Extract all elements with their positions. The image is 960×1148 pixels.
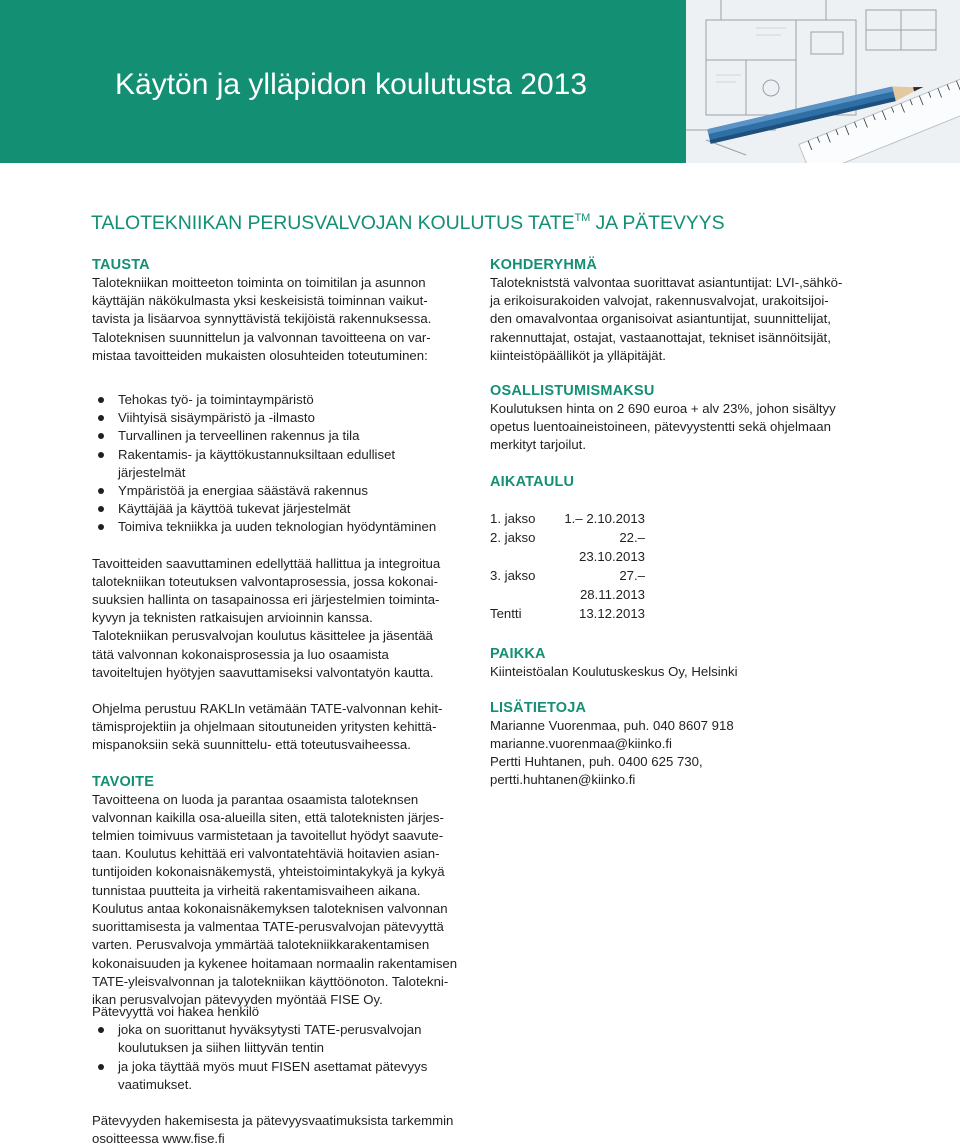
- list-item: Toimiva tekniikka ja uuden teknologian hyödyntäminen: [92, 518, 472, 536]
- patevyys-intro: Pätevyyttä voi hakea henkilö: [92, 1004, 260, 1019]
- main-title-text: TALOTEKNIIKAN PERUSVALVOJAN KOULUTUS TATE: [91, 212, 575, 234]
- text-line: tätä valvonnan kokonaisprosessia ja luo osaamista: [92, 646, 389, 662]
- text-line: mistaa tavoitteiden mukaisten olosuhteiden toteutuminen:: [92, 347, 428, 363]
- schedule-date: 13.12.2013: [578, 605, 645, 621]
- list-item: ja joka täyttää myös muut FISEN asettamat pätevyys vaatimukset.: [92, 1058, 452, 1094]
- text-line: Pätevyyden hakemisesta ja pätevyysvaatimuksista tarkemmin: [92, 1113, 454, 1129]
- tavoite-heading: TAVOITE: [92, 773, 155, 790]
- schedule-label: 1. jakso: [490, 510, 536, 526]
- blueprint-pencil-photo: [686, 0, 960, 163]
- table-row: [490, 528, 645, 566]
- text-line: tavista ja lisäarvoa synnyttävistä tekijöistä rakennuksessa.: [92, 311, 432, 327]
- table-row: [490, 604, 645, 623]
- contact-line: Pertti Huhtanen, puh. 0400 625 730,: [490, 754, 703, 770]
- text-line: rakennuttajat, ostajat, vastaanottajat, tekniset isännöitsijät,: [490, 329, 831, 345]
- list-item: Rakentamis- ja käyttökustannuksiltaan edulliset järjestelmät: [92, 446, 418, 482]
- text-line: Talotekniststä valvontaa suorittavat asiantuntijat: LVI-,sähkö-: [490, 275, 843, 290]
- text-line: Talotekniikan moitteeton toiminta on toimitilan ja asunnon: [92, 275, 426, 290]
- table-row: [490, 509, 645, 528]
- text-line: Koulutus antaa kokonaisnäkemyksen taloteknisen valvonnan: [92, 900, 448, 916]
- main-title: [91, 212, 724, 235]
- main-title-suffix: JA PÄTEVYYS: [590, 212, 725, 234]
- text-line: suorittamisesta ja valmentaa TATE-perusvalvojan pätevyyttä: [92, 919, 444, 935]
- text-line: valvonnan kaikilla osa-alueilla siten, että taloteknisten järjes-: [92, 809, 444, 825]
- text-line: osoitteessa www.fise.fi: [92, 1131, 225, 1147]
- banner-title: Käytön ja ylläpidon koulutusta 2013: [115, 68, 588, 101]
- paikka-text: Kiinteistöalan Koulutuskeskus Oy, Helsinki: [490, 663, 738, 679]
- list-item: Tehokas työ- ja toimintaympäristö: [92, 391, 472, 409]
- lisatietoja-heading: LISÄTIETOJA: [490, 699, 587, 716]
- text-line: Talotekniikan perusvalvojan koulutus käsittelee ja jäsentää: [92, 628, 433, 644]
- tausta-heading: TAUSTA: [92, 257, 150, 273]
- text-line: käyttäjän näkökulmasta yksi keskeisistä toiminnan vaikut-: [92, 293, 428, 309]
- text-line: tavoiteltujen hyötyjen saavuttamiseksi valvontatyön kautta.: [92, 664, 434, 680]
- text-line: mispanoksiin sekä suunnittelu- että toteutusvaiheessa.: [92, 737, 411, 753]
- schedule-label: 3. jakso: [490, 567, 536, 583]
- text-line: talotekniikan toteutuksen valvontaprosessia, jossa kokonai-: [92, 573, 439, 589]
- list-item: Ympäristöä ja energiaa säästävä rakennus: [92, 482, 472, 500]
- patevyys-section: [92, 1003, 492, 1148]
- text-line: TATE-yleisvalvonnan ja talotekniikan käyttöönoton. Talotekni-: [92, 973, 449, 989]
- tausta-paragraph-2: [92, 555, 472, 682]
- text-line: den omavalvontaa organisoivat asiantuntijat, suunnittelijat,: [490, 311, 831, 327]
- contact-line: Marianne Vuorenmaa, puh. 040 8607 918: [490, 717, 734, 733]
- trademark-mark: TM: [574, 211, 591, 224]
- list-item: Käyttäjää ja käyttöä tukevat järjestelmät: [92, 500, 472, 518]
- table-row: [490, 566, 645, 604]
- kohderyhma-paragraph: [490, 274, 870, 365]
- text-line: Taloteknisen suunnittelun ja valvonnan tavoitteena on var-: [92, 329, 431, 345]
- text-line: tunnistaa puutteita ja virheitä rakentamisvaiheen aikana.: [92, 882, 421, 898]
- text-line: kyvyn ja teknisten ratkaisujen arvioinnin kanssa.: [92, 610, 373, 626]
- email-link[interactable]: pertti.huhtanen@kiinko.fi: [490, 772, 636, 788]
- text-line: suuksien hallinta on tasapainossa eri järjestelmien toiminta-: [92, 592, 440, 608]
- tausta-paragraph: [92, 274, 472, 365]
- paikka-heading: PAIKKA: [490, 645, 546, 662]
- text-line: Koulutuksen hinta on 2 690 euroa + alv 23%, johon sisältyy: [490, 401, 836, 417]
- text-line: Ohjelma perustuu RAKLIn vetämään TATE-valvonnan kehit-: [92, 701, 443, 717]
- schedule-label: 2. jakso: [490, 529, 536, 545]
- text-line: taan. Koulutus kehittää eri valvontatehtäviä hoitavien asian-: [92, 846, 440, 862]
- kohderyhma-heading: KOHDERYHMÄ: [490, 257, 597, 273]
- lisatietoja-paragraph: [490, 717, 870, 790]
- tavoite-paragraph: [92, 791, 472, 1009]
- text-line: tämisprojektiin ja ohjelmaan sitoutuneiden yritysten kehittä-: [92, 719, 437, 735]
- patevyys-bullet-list: [92, 1021, 452, 1094]
- text-line: Tavoitteiden saavuttaminen edellyttää hallittua ja integroitua: [92, 555, 441, 571]
- header-banner: [0, 0, 686, 163]
- schedule-date: 1.– 2.10.2013: [564, 510, 645, 526]
- schedule-table: [490, 509, 645, 623]
- text-line: telmien toimivuus varmistetaan ja tavoitellut hyödyt saavute-: [92, 828, 444, 844]
- text-line: kokonaisuuden ja kykenee hoitamaan normaalin rakentamisen: [92, 955, 458, 971]
- list-item: Turvallinen ja terveellinen rakennus ja tila: [92, 427, 472, 445]
- aikataulu-heading: AIKATAULU: [490, 473, 575, 490]
- list-item: joka on suorittanut hyväksytysti TATE-perusvalvojan koulutuksen ja siihen liittyvän tentin: [92, 1021, 452, 1057]
- text-line: varten. Perusvalvoja ymmärtää talotekniikkarakentamisen: [92, 937, 430, 953]
- schedule-date: 27.– 28.11.2013: [579, 567, 645, 602]
- schedule-label: Tentti: [490, 605, 522, 621]
- text-line: tuntijoiden kokonaisnäkemystä, yhteistoimintakykyä ja kykyä: [92, 864, 445, 880]
- text-line: merkityt tarjoilut.: [490, 437, 586, 453]
- tausta-bullet-list: [92, 391, 472, 537]
- text-line: opetus luentoaineistoineen, pätevyystentti sekä ohjelmaan: [490, 419, 831, 435]
- schedule-date: 22.– 23.10.2013: [578, 529, 645, 564]
- text-line: ja erikoisurakoiden valvojat, rakennusvalvojat, urakoitsijoi-: [490, 293, 829, 309]
- blueprint-illustration: [686, 0, 960, 163]
- osallistumismaksu-heading: OSALLISTUMISMAKSU: [490, 383, 655, 400]
- right-column: [490, 256, 870, 790]
- tausta-paragraph-3: [92, 700, 472, 755]
- text-line: Tavoitteena on luoda ja parantaa osaamista taloteknsen: [92, 791, 419, 807]
- email-link[interactable]: marianne.vuorenmaa@kiinko.fi: [490, 736, 672, 752]
- text-line: kiinteistöpäälliköt ja ylläpitäjät.: [490, 347, 666, 363]
- text-line: ikan perusvalvojan pätevyyden myöntää FISE Oy.: [92, 991, 383, 1007]
- left-column: [92, 256, 472, 1009]
- list-item: Viihtyisä sisäympäristö ja -ilmasto: [92, 409, 472, 427]
- osallistumismaksu-paragraph: [490, 400, 870, 455]
